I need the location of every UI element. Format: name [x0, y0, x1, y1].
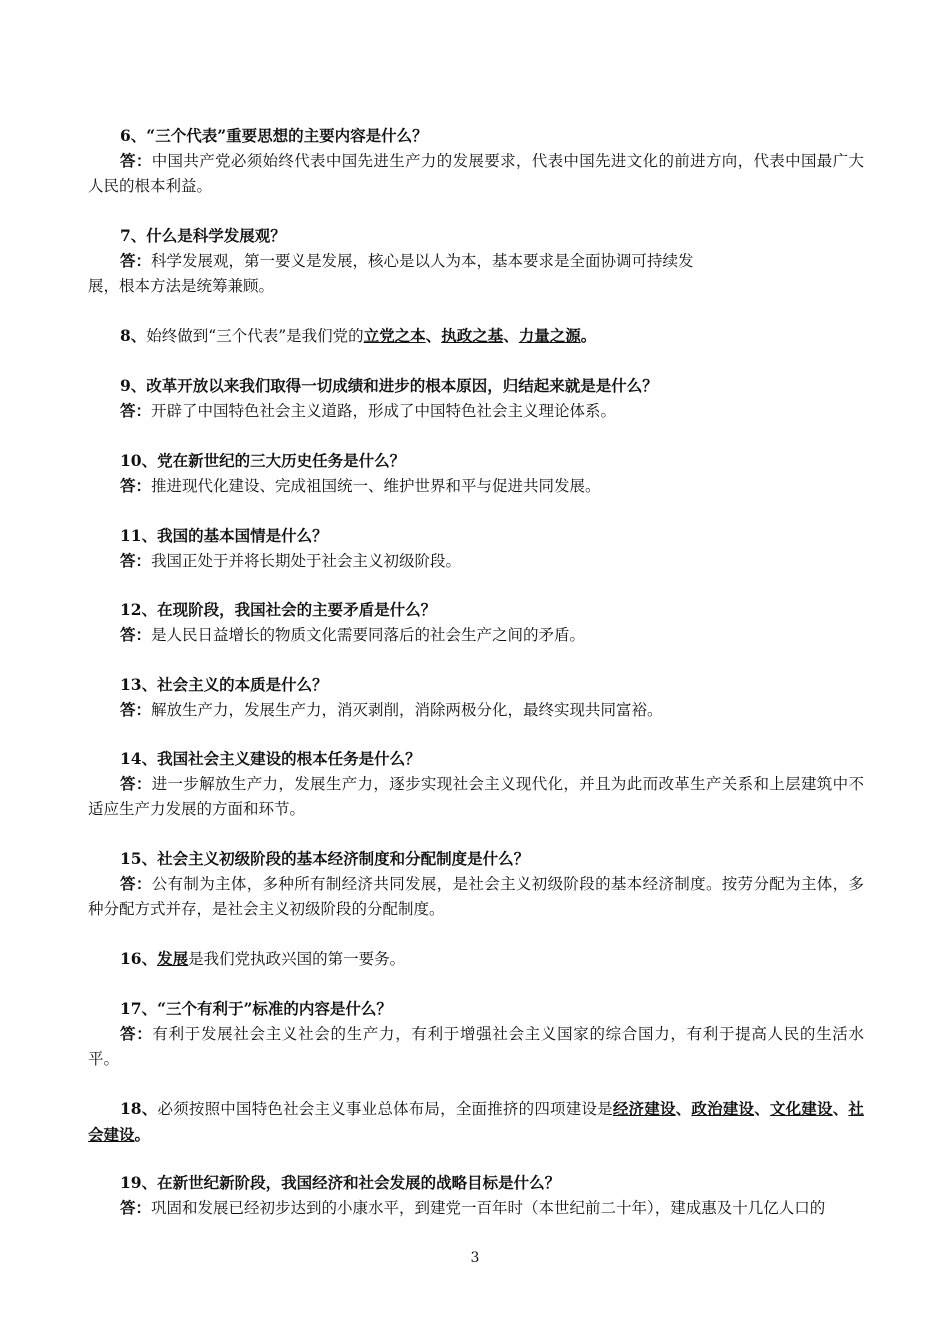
question-9: 9、改革开放以来我们取得一切成绩和进步的根本原因，归结起来就是是什么？ [120, 376, 658, 395]
question-15: 15、社会主义初级阶段的基本经济制度和分配制度是什么？ [120, 849, 530, 868]
answer-label: 答： [120, 401, 152, 420]
answer-label: 答： [120, 1024, 153, 1043]
key-term: 文化建设 [769, 1099, 833, 1118]
answer-11: 答：我国正处于并将长期处于社会主义初级阶段。 [120, 551, 462, 570]
answer-10: 答：推进现代化建设、完成祖国统一、维护世界和平与促进共同发展。 [120, 476, 601, 495]
qa-item-12 [88, 597, 864, 648]
key-term: 经济建设 [612, 1099, 676, 1118]
question-13: 13、社会主义的本质是什么？ [120, 675, 328, 694]
answer-label: 答： [120, 1198, 152, 1217]
page-number: 3 [470, 1250, 480, 1266]
qa-item-9 [88, 373, 864, 424]
question-11: 11、我国的基本国情是什么？ [120, 526, 328, 545]
answer-label: 答： [120, 251, 152, 270]
question-14: 14、我国社会主义建设的根本任务是什么？ [120, 749, 421, 768]
answer-7: 答：科学发展观，第一要义是发展，核心是以人为本，基本要求是全面协调可持续发 [120, 251, 694, 270]
key-term: 社会建设 [88, 1099, 864, 1144]
question-17: 17、“三个有利于”标准的内容是什么？ [120, 999, 392, 1018]
statement-8: 8、始终做到“三个代表”是我们党的立党之本、执政之基、力量之源。 [120, 326, 597, 345]
qa-item-10 [88, 448, 864, 499]
question-6: 6、“三个代表”重要思想的主要内容是什么？ [120, 126, 428, 145]
qa-item-17 [88, 996, 864, 1072]
question-10: 10、党在新世纪的三大历史任务是什么？ [120, 451, 406, 470]
key-term: 立党之本 [363, 326, 426, 345]
key-term: 政治建设 [691, 1099, 755, 1118]
answer-9: 答：开辟了中国特色社会主义道路，形成了中国特色社会主义理论体系。 [120, 401, 617, 420]
answer-label: 答： [120, 551, 152, 570]
answer-6: 答：中国共产党必须始终代表中国先进生产力的发展要求，代表中国先进文化的前进方向，代表中国最广大人民的根本利益。 [88, 151, 864, 195]
statement-18: 18、必须按照中国特色社会主义事业总体布局，全面推挤的四项建设是经济建设、政治建设、文化建设、社会建设。 [88, 1099, 864, 1144]
answer-label: 答： [120, 151, 152, 170]
answer-label: 答： [120, 625, 152, 644]
qa-item-6 [88, 123, 864, 199]
answer-19: 答：巩固和发展已经初步达到的小康水平，到建党一百年时（本世纪前二十年），建成惠及十几亿人口的 [120, 1198, 826, 1217]
qa-item-14 [88, 746, 864, 822]
qa-item-7 [88, 223, 864, 299]
answer-label: 答： [120, 774, 152, 793]
answer-label: 答： [120, 700, 152, 719]
qa-item-13 [88, 672, 864, 723]
answer-17: 答：有利于发展社会主义社会的生产力，有利于增强社会主义国家的综合国力，有利于提高人民的生活水平。 [88, 1024, 864, 1068]
qa-item-15 [88, 846, 864, 922]
question-7: 7、什么是科学发展观？ [120, 226, 286, 245]
qa-item-19 [88, 1170, 864, 1221]
question-19: 19、在新世纪新阶段，我国经济和社会发展的战略目标是什么？ [120, 1173, 561, 1192]
key-term: 发展 [157, 949, 189, 968]
answer-14: 答：进一步解放生产力，发展生产力，逐步实现社会主义现代化，并且为此而改革生产关系和上层建筑中不适应生产力发展的方面和环节。 [88, 774, 864, 818]
key-term: 力量之源 [518, 326, 581, 345]
question-12: 12、在现阶段，我国社会的主要矛盾是什么？ [120, 600, 437, 619]
answer-label: 答： [120, 476, 152, 495]
answer-15: 答：公有制为主体，多种所有制经济共同发展，是社会主义初级阶段的基本经济制度。按劳分配为主体，多种分配方式并存，是社会主义初级阶段的分配制度。 [88, 874, 864, 918]
answer-13: 答：解放生产力，发展生产力，消灭剥削，消除两极分化，最终实现共同富裕。 [120, 700, 663, 719]
key-term: 执政之基 [441, 326, 504, 345]
statement-16: 16、发展是我们党执政兴国的第一要务。 [120, 949, 406, 968]
answer-label: 答： [120, 874, 152, 893]
answer-7-continued: 展，根本方法是统筹兼顾。 [88, 277, 275, 295]
answer-12: 答：是人民日益增长的物质文化需要同落后的社会生产之间的矛盾。 [120, 625, 586, 644]
qa-item-11 [88, 523, 864, 574]
